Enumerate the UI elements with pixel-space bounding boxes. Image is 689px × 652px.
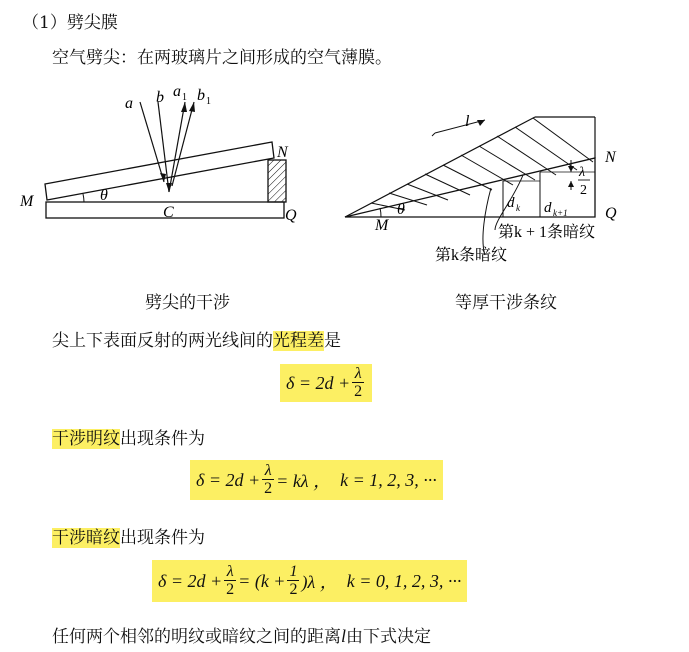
label-b1: b (197, 87, 205, 104)
intro-text: 空气劈尖：在两玻璃片之间形成的空气薄膜。 (52, 48, 392, 68)
label-l: l (465, 113, 470, 130)
label-Q: Q (605, 205, 617, 222)
dark-fringe-equation: δ = 2d + $\frac{\lambda}{2}$ = (k + $\frac{1}{2}$ )λ ， k = 0, 1, 2, 3, ··· (152, 560, 467, 602)
label-C: C (163, 204, 174, 221)
dark-fringe-sentence: 干涉暗纹出现条件为 (52, 528, 205, 548)
label-M: M (375, 217, 389, 234)
label-lambda: λ (579, 165, 586, 180)
label-N: N (605, 149, 616, 166)
label-b: b (156, 89, 164, 106)
label-fringe-k: 第k条暗纹 (435, 247, 508, 264)
label-dk1: d (544, 200, 552, 216)
ray-a (140, 102, 164, 182)
path-diff-highlight: 光程差 (273, 331, 324, 351)
label-dk-sub: k (516, 203, 520, 213)
label-a: a (125, 95, 133, 112)
label-M: M (20, 193, 34, 210)
label-N: N (277, 144, 288, 161)
bright-fringe-equation: δ = 2d + $\frac{\lambda}{2}$ = kλ ， k = 1, 2, 3, ··· (190, 460, 443, 500)
fringe-lines (371, 118, 593, 210)
label-fringe-k1: 第k + 1条暗纹 (498, 224, 596, 241)
label-theta: θ (397, 201, 405, 218)
label-dk1-sub: k+1 (553, 208, 568, 218)
path-diff-sentence: 尖上下表面反射的两光线间的光程差是 (52, 331, 341, 351)
bright-highlight: 干涉明纹 (52, 429, 120, 449)
wedge-interference-figure (0, 80, 320, 230)
left-figure-caption: 劈尖的干涉 (145, 293, 230, 313)
path-diff-equation: δ = 2d + $\frac{\lambda}{2}$ (280, 364, 372, 402)
bright-fringe-sentence: 干涉明纹出现条件为 (52, 429, 205, 449)
label-a1-sub: 1 (182, 92, 187, 103)
label-a1: a (173, 83, 181, 100)
label-dk: d (507, 195, 515, 211)
label-two: 2 (580, 183, 587, 198)
label-b1-sub: 1 (206, 96, 211, 107)
right-figure-caption: 等厚干涉条纹 (455, 293, 557, 313)
section-heading: （1）劈尖膜 (22, 13, 118, 33)
footer-sentence: 任何两个相邻的明纹或暗纹之间的距离l由下式决定 (52, 626, 432, 647)
label-theta: θ (100, 187, 108, 204)
top-glass-plate (45, 142, 274, 200)
spacer-block (268, 160, 286, 202)
equal-thickness-fringes-figure (335, 100, 635, 270)
dark-highlight: 干涉暗纹 (52, 528, 120, 548)
label-Q: Q (285, 207, 297, 224)
